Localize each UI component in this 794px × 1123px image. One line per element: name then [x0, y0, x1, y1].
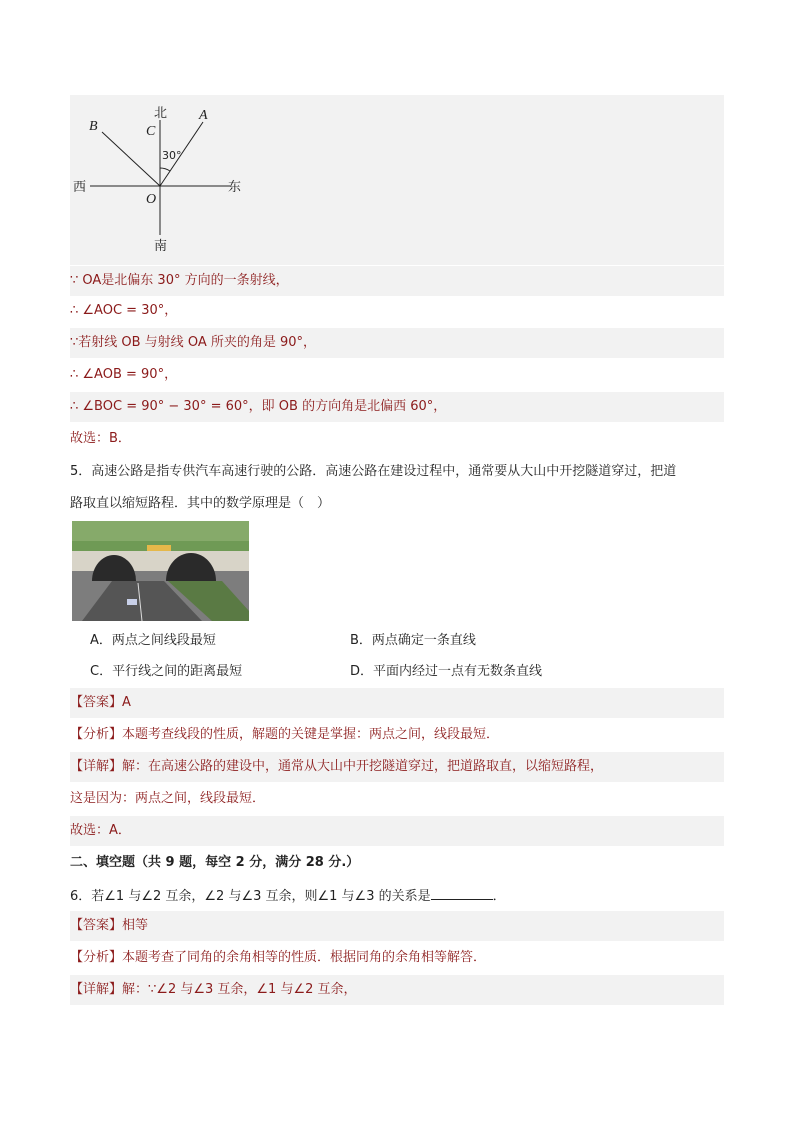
- q5-option-a: A．两点之间线段最短: [90, 633, 216, 648]
- q5-answer: A: [122, 695, 131, 710]
- q5-option-c: C．平行线之间的距离最短: [90, 664, 243, 679]
- solution4-line5: ∴ ∠BOC = 90° − 30° = 60°，即 OB 的方向角是北偏西 60°，: [70, 392, 724, 422]
- q5-detail-row: [70, 752, 724, 782]
- q5-analysis: 本题考查线段的性质，解题的关键是掌握：两点之间，线段最短．: [122, 727, 500, 742]
- q6-detail: 解：∵∠2 与∠3 互余，∠1 与∠2 互余，: [122, 982, 357, 997]
- angle-label: 30°: [162, 149, 182, 162]
- q6-answer-tag: 【答案】: [70, 918, 123, 933]
- q5-option-b: B．两点确定一条直线: [350, 633, 476, 648]
- q5-stem-line2: 路取直以缩短路程．其中的数学原理是（ ）: [70, 496, 331, 511]
- solution4-line4: ∴ ∠AOB = 90°，: [70, 367, 178, 382]
- q5-detail-tag: 【详解】: [70, 759, 123, 774]
- label-east: 东: [228, 180, 242, 195]
- q6-detail-tag: 【详解】: [70, 982, 123, 997]
- q5-answer-tag: 【答案】: [70, 695, 123, 710]
- q5-detail-line1: 解：在高速公路的建设中，通常从大山中开挖隧道穿过，把道路取直，以缩短路程，: [122, 759, 604, 774]
- label-c: C: [146, 124, 156, 139]
- q6-answer-row: [70, 911, 724, 941]
- q6-detail-row: [70, 975, 724, 1005]
- label-o: O: [146, 192, 157, 207]
- label-west: 西: [73, 180, 87, 195]
- q5-answer-row: [70, 688, 724, 718]
- solution4-line2: ∴ ∠AOC = 30°，: [70, 303, 178, 318]
- q6-stem-before: 6．若∠1 与∠2 互余，∠2 与∠3 互余，则∠1 与∠3 的关系是: [70, 889, 431, 904]
- q6-analysis-row: [70, 943, 724, 973]
- label-a: A: [199, 108, 208, 123]
- q6-blank: [431, 885, 493, 900]
- q6-analysis-tag: 【分析】: [70, 950, 123, 965]
- solution4-line3: ∵若射线 OB 与射线 OA 所夹的角是 90°，: [70, 328, 724, 358]
- angle-arc: [160, 168, 170, 171]
- q5-analysis-tag: 【分析】: [70, 727, 123, 742]
- q6-answer: 相等: [122, 918, 149, 933]
- q6-analysis: 本题考查了同角的余角相等的性质．根据同角的余角相等解答．: [122, 950, 487, 965]
- q5-conclusion: 故选：A．: [70, 816, 724, 846]
- label-north: 北: [154, 106, 168, 121]
- q5-detail-line2: 这是因为：两点之间，线段最短．: [70, 791, 266, 806]
- diagram-panel: [70, 95, 724, 265]
- label-b: B: [89, 119, 98, 134]
- solution4-line6: 故选：B．: [70, 431, 131, 446]
- section2-heading: 二、填空题（共 9 题，每空 2 分，满分 28 分.）: [70, 855, 360, 870]
- q5-analysis-row: [70, 720, 724, 750]
- label-south: 南: [154, 239, 168, 254]
- ray-ob: [102, 132, 160, 186]
- direction-diagram: [70, 95, 724, 265]
- solution4-line1: ∵ OA是北偏东 30° 方向的一条射线，: [70, 266, 724, 296]
- q6-stem: [70, 882, 724, 912]
- q5-option-d: D．平面内经过一点有无数条直线: [350, 664, 543, 679]
- tunnel-photo: [72, 521, 249, 621]
- q6-stem-after: ．: [492, 889, 506, 904]
- q5-stem-line1: 5．高速公路是指专供汽车高速行驶的公路．高速公路在建设过程中，通常要从大山中开挖隧道穿过，把道: [70, 464, 677, 479]
